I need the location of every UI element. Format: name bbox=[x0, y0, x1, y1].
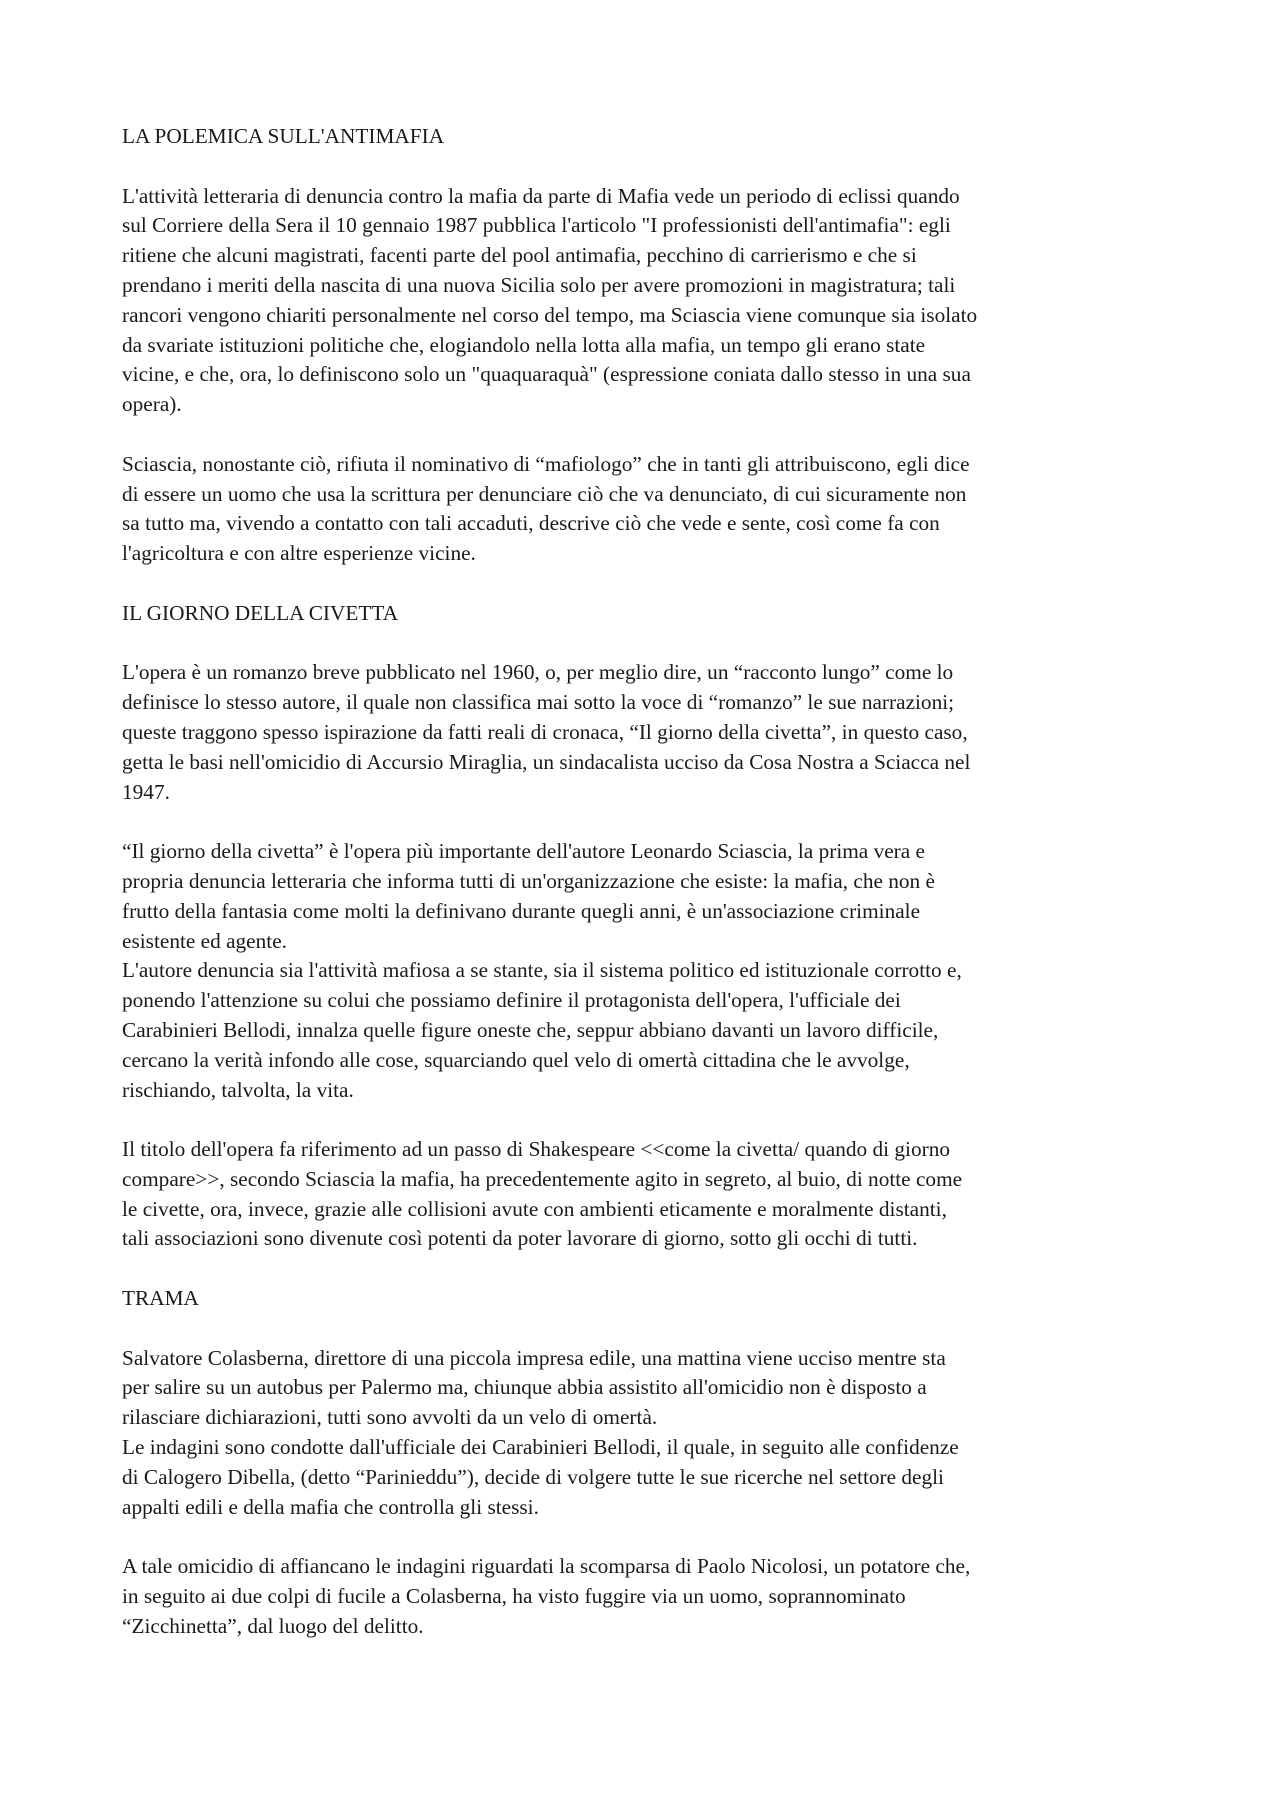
section-heading-civetta: IL GIORNO DELLA CIVETTA bbox=[122, 600, 399, 625]
paragraph: “Il giorno della civetta” è l'opera più importante dell'autore Leonardo Sciascia, la prima vera e propria denuncia letteraria che informa tutti di un'organizzazione che esiste: la mafia, che non è frutto della fantasia come molti la definivano durante quegli anni, è un'associazione criminale esistente ed agente. L'autore denuncia sia l'attività mafiosa a se stante, sia il sistema politico ed istituzionale corrotto e, ponendo l'attenzione su colui che possiamo definire il protagonista dell'opera, l'ufficiale dei Carabinieri Bellodi, innalza quelle figure oneste che, seppur abbiano davanti un lavoro difficile, cercano la verità infondo alle cose, squarciando quel velo di omertà cittadina che le avvolge, rischiando, talvolta, la vita. bbox=[122, 839, 962, 1102]
paragraph: Sciascia, nonostante ciò, rifiuta il nominativo di “mafiologo” che in tanti gli attribuiscono, egli dice di essere un uomo che usa la scrittura per denunciare ciò che va denunciato, di cui sicuramente non sa tutto ma, vivendo a contatto con tali accaduti, descrive ciò che vede e sente, così come fa con l'agricoltura e con altre esperienze vicine. bbox=[122, 451, 970, 566]
paragraph: L'attività letteraria di denuncia contro la mafia da parte di Mafia vede un periodo di eclissi quando sul Corriere della Sera il 10 gennaio 1987 pubblica l'articolo "I professionisti dell'antimafia": egli ritiene che alcuni magistrati, facenti parte del pool antimafia, pecchino di carrierismo e che si prendano i meriti della nascita di una nuova Sicilia solo per avere promozioni in magistratura; tali rancori vengono chiariti personalmente nel corso del tempo, ma Sciascia viene comunque sia isolato da svariate istituzioni politiche che, elogiandolo nella lotta alla mafia, un tempo gli erano state vicine, e che, ora, lo definiscono solo un "quaquaraquà" (espressione coniata dallo stesso in una sua opera). bbox=[122, 183, 978, 417]
section-heading-antimafia: LA POLEMICA SULL'ANTIMAFIA bbox=[122, 124, 445, 148]
paragraph: Il titolo dell'opera fa riferimento ad un passo di Shakespeare <<come la civetta/ quando di giorno compare>>, secondo Sciascia la mafia, ha precedentemente agito in segreto, al buio, di notte come le civette, ora, invece, grazie alle collisioni avute con ambienti eticamente e moralmente distanti, tali associazioni sono divenute così potenti da poter lavorare di giorno, sotto gli occhi di tutti. bbox=[122, 1137, 963, 1251]
paragraph: A tale omicidio di affiancano le indagini riguardati la scomparsa di Paolo Nicolosi, un potatore che, in seguito ai due colpi di fucile a Colasberna, ha visto fuggire via un uomo, soprannominato “Zicchinetta”, dal luogo del delitto. bbox=[122, 1554, 971, 1638]
paragraph: Salvatore Colasberna, direttore di una piccola impresa edile, una mattina viene ucciso mentre sta per salire su un autobus per Palermo ma, chiunque abbia assistito all'omicidio non è disposto a rilasciare dichiarazioni, tutti sono avvolti da un velo di omertà. Le indagini sono condotte dall'ufficiale dei Carabinieri Bellodi, il quale, in seguito alle confidenze di Calogero Dibella, (detto “Parinieddu”), decide di volgere tutte le sue ricerche nel settore degli appalti edili e della mafia che controlla gli stessi. bbox=[122, 1345, 959, 1519]
document-body bbox=[122, 122, 1162, 1642]
paragraph: L'opera è un romanzo breve pubblicato nel 1960, o, per meglio dire, un “racconto lungo” come lo definisce lo stesso autore, il quale non classifica mai sotto la voce di “romanzo” le sue narrazioni; queste traggono spesso ispirazione da fatti reali di cronaca, “Il giorno della civetta”, in questo caso, getta le basi nell'omicidio di Accursio Miraglia, un sindacalista ucciso da Cosa Nostra a Sciacca nel 1947. bbox=[122, 660, 971, 804]
section-heading-trama: TRAMA bbox=[122, 1286, 199, 1311]
